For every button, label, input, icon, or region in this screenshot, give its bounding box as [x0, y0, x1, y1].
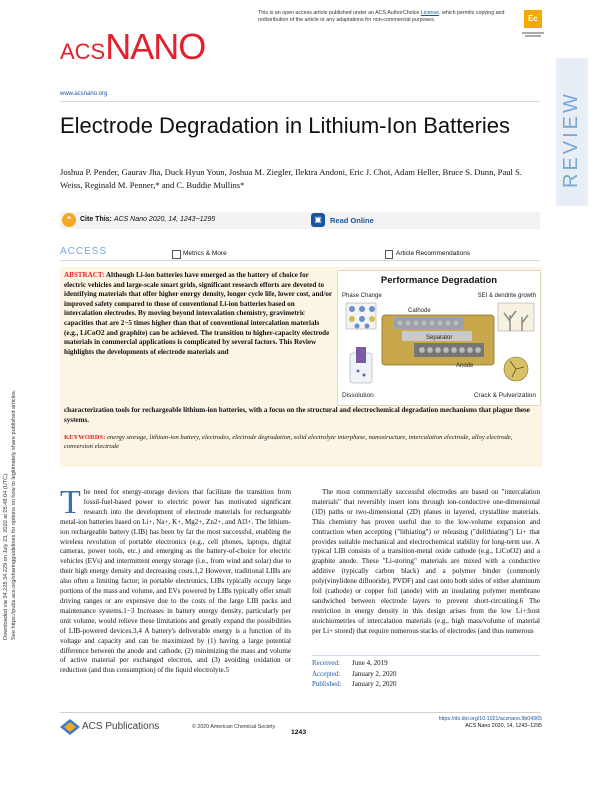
sei-dendrite-icon	[498, 303, 534, 331]
toc-dissolution: Dissolution	[342, 392, 374, 399]
access-label: ACCESS	[60, 246, 108, 257]
article-dates	[312, 658, 540, 690]
accepted-date: January 2, 2020	[352, 669, 397, 678]
drop-cap: T	[60, 484, 81, 521]
article-recommendations-link[interactable]: Article Recommendations	[396, 250, 471, 257]
left-column-text: he need for energy-storage devices that facilitate the transition from fossil-fuel-based power to electric power has motivated significant research into the development of electrode materials for rechargeable metal-ion batteries based on Li+, Na+, K+, Mg2+, Zn2+, and Al3+. The lithium-ion rechargeable battery (LIB) has been by far the most successful, enabling the wireless revolution of portable electronics (e.g., cell phones, laptops, digital cameras, power tools, etc.) and emerging as the battery-of-choice for electric vehicles (EVs) and intermittent energy storage (i.e., from wind and solar) due to their high energy density and decreasing costs.1,2 However, traditional LIBs are also often a limiting factor; in portable electronics, LIBs typically occupy large portions of the mass and volume, and EVs powered by LIBs typically offer small driving ranges or are expensive due to the costs of the large LIB packs and maintenance systems.1−3 Increases in battery energy density, particularly per unit volume, would relieve these limitations and greatly expand the possibilities of LIB-powered devices.3,4 A battery's deliverable energy is a function of its voltage and capacity and can be maximized by (1) having a large potential difference between the anode and cathode, (2) minimizing the mass and volume of active material per exchanged electron, and (3) avoiding oxidation or reduction (and thus consumption) of the liquid electrolyte.5	[60, 488, 291, 675]
toc-graphic	[337, 270, 541, 406]
cite-label: Cite This:	[80, 216, 112, 223]
oa-note-text-a: This is an open access article published under an ACS AuthorChoice	[258, 10, 421, 16]
keywords-list: energy storage, lithium-ion battery, electrodes, electrode degradation, solid electrolyte interphase, nanostructure, intercalation electrode, alloy electrode, conversion electrode	[64, 434, 513, 451]
crack-icon	[504, 357, 528, 381]
metrics-icon[interactable]	[172, 250, 181, 259]
journal-logo-nano: NANO	[105, 26, 206, 67]
body-column-right	[312, 488, 540, 637]
doi-block	[430, 716, 542, 730]
toc-separator: Separator	[426, 335, 453, 341]
abstract-label: ABSTRACT:	[64, 271, 105, 279]
download-notice-line2[interactable]: See https://pubs.acs.org/sharingguidelines for options on how to legitimately share published articles.	[11, 389, 17, 640]
published-row	[312, 679, 540, 690]
footer-rule	[60, 712, 540, 713]
journal-logo	[60, 26, 205, 68]
article-title: Electrode Degradation in Lithium-Ion Batteries	[60, 113, 511, 138]
journal-reference: ACS Nano 2020, 14, 1243−1295	[465, 723, 542, 729]
review-side-tab	[556, 58, 588, 206]
toc-anode: Anode	[456, 363, 474, 369]
toc-sei-growth: SEI & dendrite growth	[477, 293, 536, 299]
review-side-tab-label: REVIEW	[560, 91, 582, 188]
open-access-note	[258, 10, 520, 24]
phase-change-icon	[346, 303, 376, 329]
toc-graphic-svg	[338, 271, 540, 405]
toc-phase-change: Phase Change	[342, 293, 382, 299]
header-rule	[60, 101, 540, 102]
keywords-label: KEYWORDS:	[64, 434, 106, 441]
body-column-left	[60, 484, 291, 676]
keywords	[64, 433, 538, 452]
authorchoice-badge-icon: Ec	[524, 10, 542, 28]
abstract-text	[64, 271, 332, 357]
download-notice	[2, 390, 18, 640]
publisher-name: ACS Publications	[82, 721, 160, 732]
accepted-label: Accepted:	[312, 669, 341, 678]
read-online-icon[interactable]: ▣	[311, 213, 325, 227]
received-row	[312, 658, 540, 669]
published-label: Published:	[312, 680, 342, 688]
toc-title: Performance Degradation	[380, 275, 498, 286]
abstract-continued: characterization tools for rechargeable lithium-ion batteries, with a focus on the structural and electrochemical degradation mechanisms that plague these systems.	[64, 406, 530, 424]
published-date: January 2, 2020	[352, 680, 397, 688]
download-notice-line1: Downloaded via 34.228.34.229 on July 23, 2020 at 05:48:04 (UTC).	[3, 472, 9, 640]
site-url[interactable]: www.acsnano.org	[60, 91, 108, 97]
oa-note-text-b: , which permits copying and redistribution of the article or any adaptations for non-commercial purposes.	[258, 10, 505, 23]
received-date: June 4, 2019	[352, 659, 388, 667]
author-list: Joshua P. Pender, Gaurav Jha, Duck Hyun Youn, Joshua M. Ziegler, Ilektra Andoni, Eric J. Choi, Adam Heller, Bruce S. Dunn, Paul S. Weiss, Reginald M. Penner,* and C. Buddie Mullins*	[60, 167, 523, 190]
dates-rule	[312, 655, 540, 656]
right-column-text: The most commercially successful electrodes are based on "intercalation materials" that reversibly insert ions through ion-conductive one-dimensional (1D) paths or two-dimensional (2D) planes in layered, crystalline materials. This chemistry has proven useful due to the low-volume expansion and contraction when accepting ("lithiating") or releasing ("delithiating") Li+ that provides suitable mechanical and electrochemical stability for long-term use. A typical LIB consists of a transition-metal oxide cathode (e.g., LiCoO2) and a graphite anode. These "Li-storing" materials are mixed with a conductive additive (typically carbon black) and a polymer binder (commonly poly(vinylidene difluoride), PVDF) and cast onto both sides of either aluminum foil (cathode) or copper foil (anode) with an insulating polymer membrane sandwiched between electrode layers to prevent short-circuiting.6 The restriction in energy density in this design arises from the low Li+:host stoichiometries of intercalation materials (e.g., high mass/volume of material per Li+ stored) that require numerous stacks of electrodes (and thus numerous	[312, 488, 540, 635]
abstract-body: Although Li-ion batteries have emerged as the battery of choice for electric vehicles and large-scale smart grids, significant research efforts are devoted to identifying materials that offer higher energy density, longer cycle life, lower cost, and/or improved safety compared to those of conventional Li-ion batteries based on intercalation electrodes. By moving beyond intercalation chemistry, gravimetric capacities that are 2−5 times higher than that of conventional intercalation materials (e.g., LiCoO2 and graphite) can be achieved. The transition to higher-capacity electrode materials in commercial applications is complicated by several factors. This Review highlights the developments of electrode materials and	[64, 271, 332, 356]
authorchoice-badge-caption	[520, 31, 546, 38]
page-number: 1243	[291, 729, 307, 736]
dissolution-icon	[350, 347, 372, 383]
received-label: Received:	[312, 659, 340, 667]
accepted-row	[312, 669, 540, 680]
toc-cathode: Cathode	[408, 308, 431, 314]
journal-logo-acs: ACS	[60, 39, 106, 64]
cite-reference: ACS Nano 2020, 14, 1243−1295	[113, 216, 216, 223]
document-icon[interactable]	[385, 250, 393, 259]
license-link[interactable]: License	[420, 10, 440, 16]
copyright: © 2020 American Chemical Society	[192, 724, 276, 730]
toc-crack: Crack & Pulverization	[473, 392, 536, 399]
acs-publications-logo-icon	[60, 719, 80, 740]
doi-link[interactable]: https://dx.doi.org/10.1021/acsnano.9b04365	[438, 716, 542, 722]
metrics-link[interactable]: Metrics & More	[183, 250, 227, 257]
cite-this[interactable]	[80, 216, 215, 223]
read-online-button[interactable]: Read Online	[330, 216, 374, 225]
cite-icon[interactable]: ❝	[62, 213, 76, 227]
